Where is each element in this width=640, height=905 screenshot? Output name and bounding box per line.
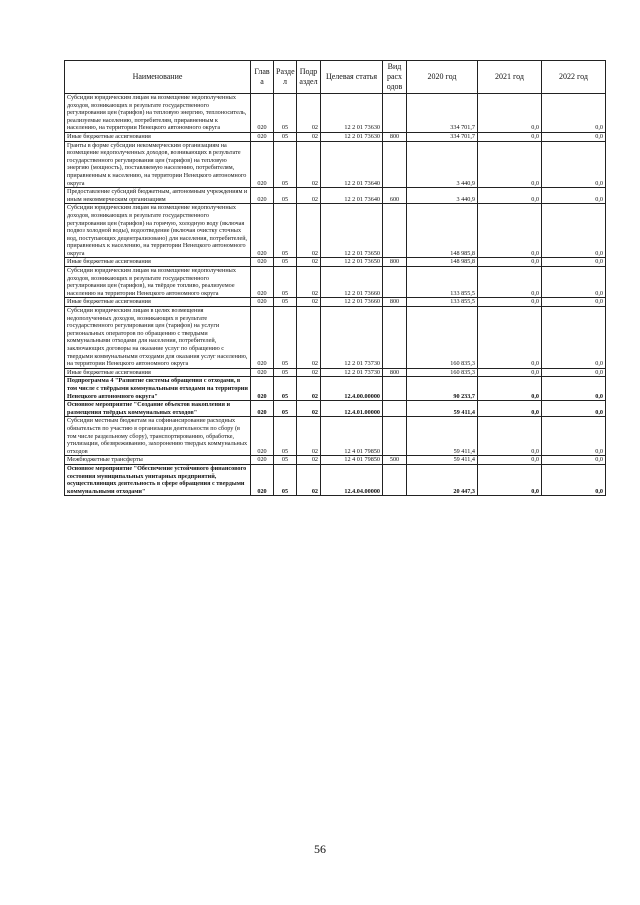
table-row bbox=[65, 258, 606, 267]
cell-glava: 020 bbox=[251, 204, 274, 258]
cell-podrazdel: 02 bbox=[297, 132, 321, 141]
cell-2020: 90 233,7 bbox=[407, 377, 478, 401]
cell-target-article: 12.4.00.00000 bbox=[321, 377, 383, 401]
cell-podrazdel: 02 bbox=[297, 377, 321, 401]
cell-2021: 0,0 bbox=[478, 267, 542, 298]
cell-expense-type bbox=[383, 204, 407, 258]
cell-2022: 0,0 bbox=[542, 368, 606, 377]
cell-podrazdel: 02 bbox=[297, 298, 321, 307]
cell-2022: 0,0 bbox=[542, 94, 606, 133]
cell-target-article: 12.4.01.00000 bbox=[321, 401, 383, 417]
cell-2022: 0,0 bbox=[542, 456, 606, 465]
cell-podrazdel: 02 bbox=[297, 456, 321, 465]
cell-2021: 0,0 bbox=[478, 464, 542, 495]
cell-name: Основное мероприятие "Создание объектов накопления и размещения твёрдых коммунальных отходов" bbox=[65, 401, 251, 417]
cell-target-article: 12 4 01 79850 bbox=[321, 456, 383, 465]
cell-2020: 59 411,4 bbox=[407, 401, 478, 417]
cell-podrazdel: 02 bbox=[297, 417, 321, 456]
cell-expense-type bbox=[383, 417, 407, 456]
cell-name: Иные бюджетные ассигнования bbox=[65, 132, 251, 141]
table-row bbox=[65, 267, 606, 298]
cell-razdel: 05 bbox=[274, 204, 297, 258]
header-expense-type: Вид расх одов bbox=[383, 61, 407, 94]
cell-2020: 3 440,9 bbox=[407, 141, 478, 188]
cell-2021: 0,0 bbox=[478, 188, 542, 204]
cell-2021: 0,0 bbox=[478, 401, 542, 417]
cell-2021: 0,0 bbox=[478, 307, 542, 369]
cell-name: Гранты в форме субсидии некоммерческим организациям на возмещение недополученных доходов, возникающих в результате государственного регулирования цен (тарифов) на тепловую энергию (мощность), поставляемую населению, потребителям, приравненным к населению, на территории Ненецкого автономного округа bbox=[65, 141, 251, 188]
cell-2021: 0,0 bbox=[478, 258, 542, 267]
cell-name: Межбюджетные трансферты bbox=[65, 456, 251, 465]
cell-2022: 0,0 bbox=[542, 417, 606, 456]
cell-glava: 020 bbox=[251, 417, 274, 456]
cell-target-article: 12 2 01 73660 bbox=[321, 267, 383, 298]
cell-target-article: 12 2 01 73730 bbox=[321, 307, 383, 369]
cell-2020: 334 701,7 bbox=[407, 132, 478, 141]
cell-2020: 160 835,3 bbox=[407, 307, 478, 369]
cell-target-article: 12.4.04.00000 bbox=[321, 464, 383, 495]
cell-2020: 133 855,5 bbox=[407, 298, 478, 307]
cell-2020: 59 411,4 bbox=[407, 417, 478, 456]
cell-razdel: 05 bbox=[274, 141, 297, 188]
cell-expense-type bbox=[383, 94, 407, 133]
cell-2022: 0,0 bbox=[542, 377, 606, 401]
cell-2021: 0,0 bbox=[478, 417, 542, 456]
cell-podrazdel: 02 bbox=[297, 307, 321, 369]
cell-2021: 0,0 bbox=[478, 377, 542, 401]
budget-sheet bbox=[64, 60, 604, 496]
cell-target-article: 12 2 01 73640 bbox=[321, 188, 383, 204]
cell-2020: 148 985,8 bbox=[407, 204, 478, 258]
cell-expense-type: 800 bbox=[383, 368, 407, 377]
cell-razdel: 05 bbox=[274, 417, 297, 456]
cell-2022: 0,0 bbox=[542, 307, 606, 369]
page-number: 56 bbox=[314, 842, 326, 856]
cell-razdel: 05 bbox=[274, 464, 297, 495]
header-podrazdel: Подр аздел bbox=[297, 61, 321, 94]
cell-expense-type: 600 bbox=[383, 188, 407, 204]
cell-expense-type: 800 bbox=[383, 258, 407, 267]
cell-expense-type bbox=[383, 307, 407, 369]
table-row bbox=[65, 188, 606, 204]
cell-2021: 0,0 bbox=[478, 204, 542, 258]
cell-razdel: 05 bbox=[274, 401, 297, 417]
cell-glava: 020 bbox=[251, 132, 274, 141]
cell-2020: 3 440,9 bbox=[407, 188, 478, 204]
cell-razdel: 05 bbox=[274, 368, 297, 377]
cell-target-article: 12 2 01 73640 bbox=[321, 141, 383, 188]
cell-target-article: 12 2 01 73650 bbox=[321, 258, 383, 267]
cell-razdel: 05 bbox=[274, 307, 297, 369]
table-row bbox=[65, 204, 606, 258]
cell-2021: 0,0 bbox=[478, 456, 542, 465]
cell-2020: 334 701,7 bbox=[407, 94, 478, 133]
header-2020: 2020 год bbox=[407, 61, 478, 94]
cell-2020: 20 447,3 bbox=[407, 464, 478, 495]
cell-2022: 0,0 bbox=[542, 258, 606, 267]
cell-podrazdel: 02 bbox=[297, 267, 321, 298]
cell-name: Субсидии юридическим лицам на возмещение недополученных доходов, возникающих в результате государственного регулирования цен (тарифов) на тепловую энергию, теплоноситель, реализуемые населению, потребителям, приравненным к населению, на территории Ненецкого автономного округа bbox=[65, 94, 251, 133]
cell-name: Подпрограмма 4 "Развитие системы обращения с отходами, в том числе с твёрдыми коммунальными отходами на территории Ненецкого автономного округа" bbox=[65, 377, 251, 401]
table-header-row bbox=[65, 61, 606, 94]
table-row bbox=[65, 417, 606, 456]
cell-name: Иные бюджетные ассигнования bbox=[65, 298, 251, 307]
header-2022: 2022 год bbox=[542, 61, 606, 94]
cell-glava: 020 bbox=[251, 456, 274, 465]
cell-target-article: 12 2 01 73730 bbox=[321, 368, 383, 377]
header-razdel: Разде л bbox=[274, 61, 297, 94]
cell-glava: 020 bbox=[251, 94, 274, 133]
cell-2022: 0,0 bbox=[542, 141, 606, 188]
cell-glava: 020 bbox=[251, 368, 274, 377]
header-glava: Глав а bbox=[251, 61, 274, 94]
cell-glava: 020 bbox=[251, 307, 274, 369]
table-row bbox=[65, 94, 606, 133]
cell-glava: 020 bbox=[251, 188, 274, 204]
cell-2022: 0,0 bbox=[542, 204, 606, 258]
table-row bbox=[65, 141, 606, 188]
table-row bbox=[65, 368, 606, 377]
cell-razdel: 05 bbox=[274, 298, 297, 307]
table-row bbox=[65, 401, 606, 417]
cell-razdel: 05 bbox=[274, 456, 297, 465]
cell-2020: 133 855,5 bbox=[407, 267, 478, 298]
cell-glava: 020 bbox=[251, 464, 274, 495]
cell-podrazdel: 02 bbox=[297, 368, 321, 377]
cell-razdel: 05 bbox=[274, 258, 297, 267]
cell-podrazdel: 02 bbox=[297, 258, 321, 267]
cell-target-article: 12 2 01 73650 bbox=[321, 204, 383, 258]
table-row bbox=[65, 456, 606, 465]
cell-2021: 0,0 bbox=[478, 94, 542, 133]
cell-razdel: 05 bbox=[274, 188, 297, 204]
table-row bbox=[65, 377, 606, 401]
cell-expense-type bbox=[383, 141, 407, 188]
cell-expense-type: 500 bbox=[383, 456, 407, 465]
cell-target-article: 12 4 01 79850 bbox=[321, 417, 383, 456]
cell-2021: 0,0 bbox=[478, 368, 542, 377]
cell-target-article: 12 2 01 73660 bbox=[321, 298, 383, 307]
cell-2022: 0,0 bbox=[542, 298, 606, 307]
cell-name: Иные бюджетные ассигнования bbox=[65, 258, 251, 267]
cell-podrazdel: 02 bbox=[297, 204, 321, 258]
cell-glava: 020 bbox=[251, 258, 274, 267]
header-2021: 2021 год bbox=[478, 61, 542, 94]
cell-name: Субсидии местным бюджетам на софинансирование расходных обязательств по участию в организации деятельности по сбору (в том числе раздельному сбору), транспортированию, обработке, утилизации, обезвреживанию, захоронению твердых коммунальных отходов bbox=[65, 417, 251, 456]
cell-glava: 020 bbox=[251, 267, 274, 298]
cell-razdel: 05 bbox=[274, 377, 297, 401]
cell-target-article: 12 2 01 73630 bbox=[321, 94, 383, 133]
cell-expense-type bbox=[383, 377, 407, 401]
cell-2022: 0,0 bbox=[542, 464, 606, 495]
cell-expense-type: 800 bbox=[383, 132, 407, 141]
header-target-article: Целевая статья bbox=[321, 61, 383, 94]
cell-glava: 020 bbox=[251, 298, 274, 307]
cell-name: Основное мероприятие "Обеспечение устойчивого финансового состояния муниципальных унитарных предприятий, осуществляющих деятельность в сфере обращения с твердыми коммунальными отходами" bbox=[65, 464, 251, 495]
cell-2021: 0,0 bbox=[478, 141, 542, 188]
cell-2022: 0,0 bbox=[542, 132, 606, 141]
budget-table bbox=[64, 60, 606, 496]
cell-razdel: 05 bbox=[274, 94, 297, 133]
cell-2022: 0,0 bbox=[542, 188, 606, 204]
table-row bbox=[65, 132, 606, 141]
cell-name: Субсидии юридическим лицам на возмещение недополученных доходов, возникающих в результате государственного регулирования цен (тарифов) на горячую, холодную воду (включая подвоз холодной воды), водоотведение (включая очистку сточных вод, поступающих децентрализовано) для населения, потребителей, приравненных к населению, на территории Ненецкого автономного округа bbox=[65, 204, 251, 258]
cell-glava: 020 bbox=[251, 141, 274, 188]
cell-podrazdel: 02 bbox=[297, 401, 321, 417]
table-row bbox=[65, 298, 606, 307]
cell-2022: 0,0 bbox=[542, 401, 606, 417]
cell-glava: 020 bbox=[251, 401, 274, 417]
cell-2021: 0,0 bbox=[478, 132, 542, 141]
cell-target-article: 12 2 01 73630 bbox=[321, 132, 383, 141]
cell-podrazdel: 02 bbox=[297, 141, 321, 188]
cell-2022: 0,0 bbox=[542, 267, 606, 298]
cell-2020: 148 985,8 bbox=[407, 258, 478, 267]
cell-podrazdel: 02 bbox=[297, 94, 321, 133]
cell-name: Предоставление субсидий бюджетным, автономным учреждениям и иным некоммерческим организациям bbox=[65, 188, 251, 204]
header-name: Наименование bbox=[65, 61, 251, 94]
cell-podrazdel: 02 bbox=[297, 464, 321, 495]
cell-razdel: 05 bbox=[274, 267, 297, 298]
cell-expense-type: 800 bbox=[383, 298, 407, 307]
table-row bbox=[65, 307, 606, 369]
cell-expense-type bbox=[383, 464, 407, 495]
cell-name: Иные бюджетные ассигнования bbox=[65, 368, 251, 377]
cell-2021: 0,0 bbox=[478, 298, 542, 307]
cell-name: Субсидии юридическим лицам в целях возмещения недополученных доходов, возникающих в результате государственного регулирования цен (тарифов) на услуги региональных операторов по обращению с твердыми коммунальными отходами для населения, потребителей, заключающих договоры на оказание услуг по обращению с твердыми коммунальными отходами для оказания услуг населению, на территории Ненецкого автономного округа bbox=[65, 307, 251, 369]
cell-expense-type bbox=[383, 267, 407, 298]
cell-expense-type bbox=[383, 401, 407, 417]
cell-razdel: 05 bbox=[274, 132, 297, 141]
cell-name: Субсидии юридическим лицам на возмещение недополученных доходов, возникающих в результате государственного регулирования цен (тарифов), на твёрдое топливо, реализуемое населению на территории Ненецкого автономного округа bbox=[65, 267, 251, 298]
table-row bbox=[65, 464, 606, 495]
cell-glava: 020 bbox=[251, 377, 274, 401]
cell-podrazdel: 02 bbox=[297, 188, 321, 204]
cell-2020: 59 411,4 bbox=[407, 456, 478, 465]
cell-2020: 160 835,3 bbox=[407, 368, 478, 377]
